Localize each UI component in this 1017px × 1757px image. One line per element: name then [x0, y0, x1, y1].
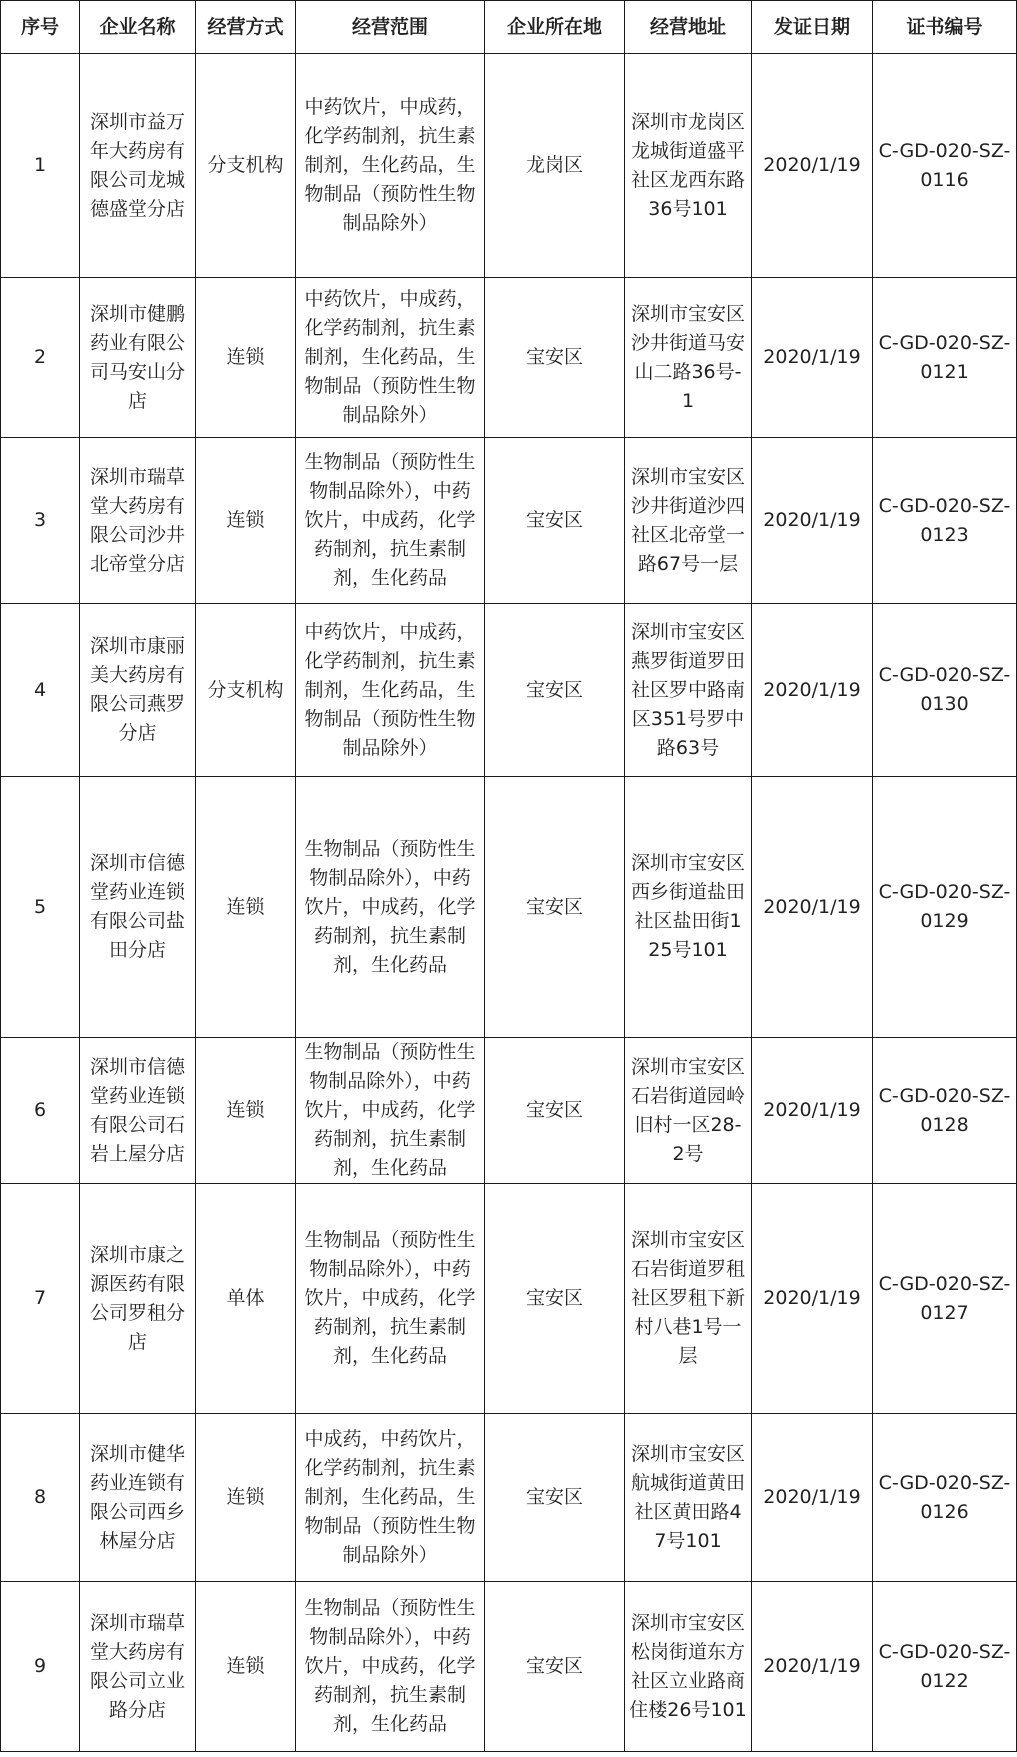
cell-scope: 中药饮片，中成药，化学药制剂，抗生素制剂，生化药品，生物制品（预防性生物制品除外） [296, 54, 485, 278]
cell-scope: 生物制品（预防性生物制品除外），中药饮片，中成药，化学药制剂，抗生素制剂，生化药品 [296, 1038, 485, 1184]
header-district: 企业所在地 [485, 1, 625, 54]
cell-no: 3 [1, 438, 80, 604]
cell-name: 深圳市益万年大药房有限公司龙城德盛堂分店 [80, 54, 196, 278]
cell-address: 深圳市宝安区石岩街道罗租社区罗租下新村八巷1号一层 [625, 1184, 752, 1414]
cell-no: 9 [1, 1582, 80, 1752]
cell-cert: C-GD-020-SZ-0126 [873, 1414, 1017, 1582]
cell-district: 宝安区 [485, 438, 625, 604]
cell-district: 宝安区 [485, 777, 625, 1038]
cell-name: 深圳市健鹏药业有限公司马安山分店 [80, 278, 196, 438]
cell-date: 2020/1/19 [752, 1038, 873, 1184]
cell-mode: 分支机构 [196, 54, 296, 278]
cell-scope: 中药饮片，中成药，化学药制剂，抗生素制剂，生化药品，生物制品（预防性生物制品除外） [296, 604, 485, 777]
table-row [1, 1414, 1017, 1582]
table-row [1, 1184, 1017, 1414]
cell-no: 8 [1, 1414, 80, 1582]
cell-mode: 连锁 [196, 438, 296, 604]
cell-name: 深圳市康丽美大药房有限公司燕罗分店 [80, 604, 196, 777]
cell-date: 2020/1/19 [752, 604, 873, 777]
cell-district: 宝安区 [485, 1414, 625, 1582]
cell-cert: C-GD-020-SZ-0122 [873, 1582, 1017, 1752]
cell-scope: 中药饮片，中成药，化学药制剂，抗生素制剂，生化药品，生物制品（预防性生物制品除外） [296, 278, 485, 438]
cell-district: 龙岗区 [485, 54, 625, 278]
cell-mode: 连锁 [196, 777, 296, 1038]
cell-no: 7 [1, 1184, 80, 1414]
cell-date: 2020/1/19 [752, 278, 873, 438]
cell-address: 深圳市宝安区松岗街道东方社区立业路商住楼26号101 [625, 1582, 752, 1752]
cell-scope: 生物制品（预防性生物制品除外），中药饮片，中成药，化学药制剂，抗生素制剂，生化药品 [296, 1184, 485, 1414]
cell-scope: 中成药，中药饮片，化学药制剂，抗生素制剂，生化药品，生物制品（预防性生物制品除外） [296, 1414, 485, 1582]
cell-district: 宝安区 [485, 1038, 625, 1184]
cell-name: 深圳市信德堂药业连锁有限公司石岩上屋分店 [80, 1038, 196, 1184]
header-row [1, 1, 1017, 54]
header-cert: 证书编号 [873, 1, 1017, 54]
cell-cert: C-GD-020-SZ-0127 [873, 1184, 1017, 1414]
table-row [1, 438, 1017, 604]
cell-cert: C-GD-020-SZ-0121 [873, 278, 1017, 438]
header-address: 经营地址 [625, 1, 752, 54]
cell-no: 4 [1, 604, 80, 777]
cell-mode: 连锁 [196, 278, 296, 438]
cell-name: 深圳市瑞草堂大药房有限公司立业路分店 [80, 1582, 196, 1752]
cell-no: 6 [1, 1038, 80, 1184]
header-scope: 经营范围 [296, 1, 485, 54]
cell-name: 深圳市健华药业连锁有限公司西乡林屋分店 [80, 1414, 196, 1582]
header-mode: 经营方式 [196, 1, 296, 54]
table-row [1, 1038, 1017, 1184]
table-row [1, 604, 1017, 777]
cell-no: 1 [1, 54, 80, 278]
cell-date: 2020/1/19 [752, 1582, 873, 1752]
cell-mode: 单体 [196, 1184, 296, 1414]
cell-name: 深圳市康之源医药有限公司罗租分店 [80, 1184, 196, 1414]
cell-no: 5 [1, 777, 80, 1038]
cell-scope: 生物制品（预防性生物制品除外），中药饮片，中成药，化学药制剂，抗生素制剂，生化药品 [296, 1582, 485, 1752]
cell-cert: C-GD-020-SZ-0128 [873, 1038, 1017, 1184]
cell-no: 2 [1, 278, 80, 438]
cell-cert: C-GD-020-SZ-0116 [873, 54, 1017, 278]
cell-date: 2020/1/19 [752, 1414, 873, 1582]
cell-cert: C-GD-020-SZ-0130 [873, 604, 1017, 777]
cell-name: 深圳市瑞草堂大药房有限公司沙井北帝堂分店 [80, 438, 196, 604]
cell-cert: C-GD-020-SZ-0123 [873, 438, 1017, 604]
table-row [1, 54, 1017, 278]
cell-address: 深圳市宝安区沙井街道马安山二路36号-1 [625, 278, 752, 438]
cell-district: 宝安区 [485, 1582, 625, 1752]
cell-mode: 分支机构 [196, 604, 296, 777]
cell-address: 深圳市龙岗区龙城街道盛平社区龙西东路36号101 [625, 54, 752, 278]
cell-date: 2020/1/19 [752, 777, 873, 1038]
cell-cert: C-GD-020-SZ-0129 [873, 777, 1017, 1038]
table-row [1, 278, 1017, 438]
cell-date: 2020/1/19 [752, 1184, 873, 1414]
cell-district: 宝安区 [485, 278, 625, 438]
cell-address: 深圳市宝安区石岩街道园岭旧村一区28-2号 [625, 1038, 752, 1184]
cell-mode: 连锁 [196, 1414, 296, 1582]
table-row [1, 1582, 1017, 1752]
header-no: 序号 [1, 1, 80, 54]
cell-date: 2020/1/19 [752, 54, 873, 278]
cell-scope: 生物制品（预防性生物制品除外），中药饮片，中成药，化学药制剂，抗生素制剂，生化药品 [296, 777, 485, 1038]
cell-district: 宝安区 [485, 1184, 625, 1414]
cell-scope: 生物制品（预防性生物制品除外），中药饮片，中成药，化学药制剂，抗生素制剂，生化药品 [296, 438, 485, 604]
header-name: 企业名称 [80, 1, 196, 54]
cell-mode: 连锁 [196, 1582, 296, 1752]
header-date: 发证日期 [752, 1, 873, 54]
cell-address: 深圳市宝安区燕罗街道罗田社区罗中路南区351号罗中路63号 [625, 604, 752, 777]
cell-date: 2020/1/19 [752, 438, 873, 604]
cell-address: 深圳市宝安区航城街道黄田社区黄田路47号101 [625, 1414, 752, 1582]
cell-address: 深圳市宝安区西乡街道盐田社区盐田街125号101 [625, 777, 752, 1038]
cell-district: 宝安区 [485, 604, 625, 777]
cell-mode: 连锁 [196, 1038, 296, 1184]
table-row [1, 777, 1017, 1038]
cell-address: 深圳市宝安区沙井街道沙四社区北帝堂一路67号一层 [625, 438, 752, 604]
cell-name: 深圳市信德堂药业连锁有限公司盐田分店 [80, 777, 196, 1038]
